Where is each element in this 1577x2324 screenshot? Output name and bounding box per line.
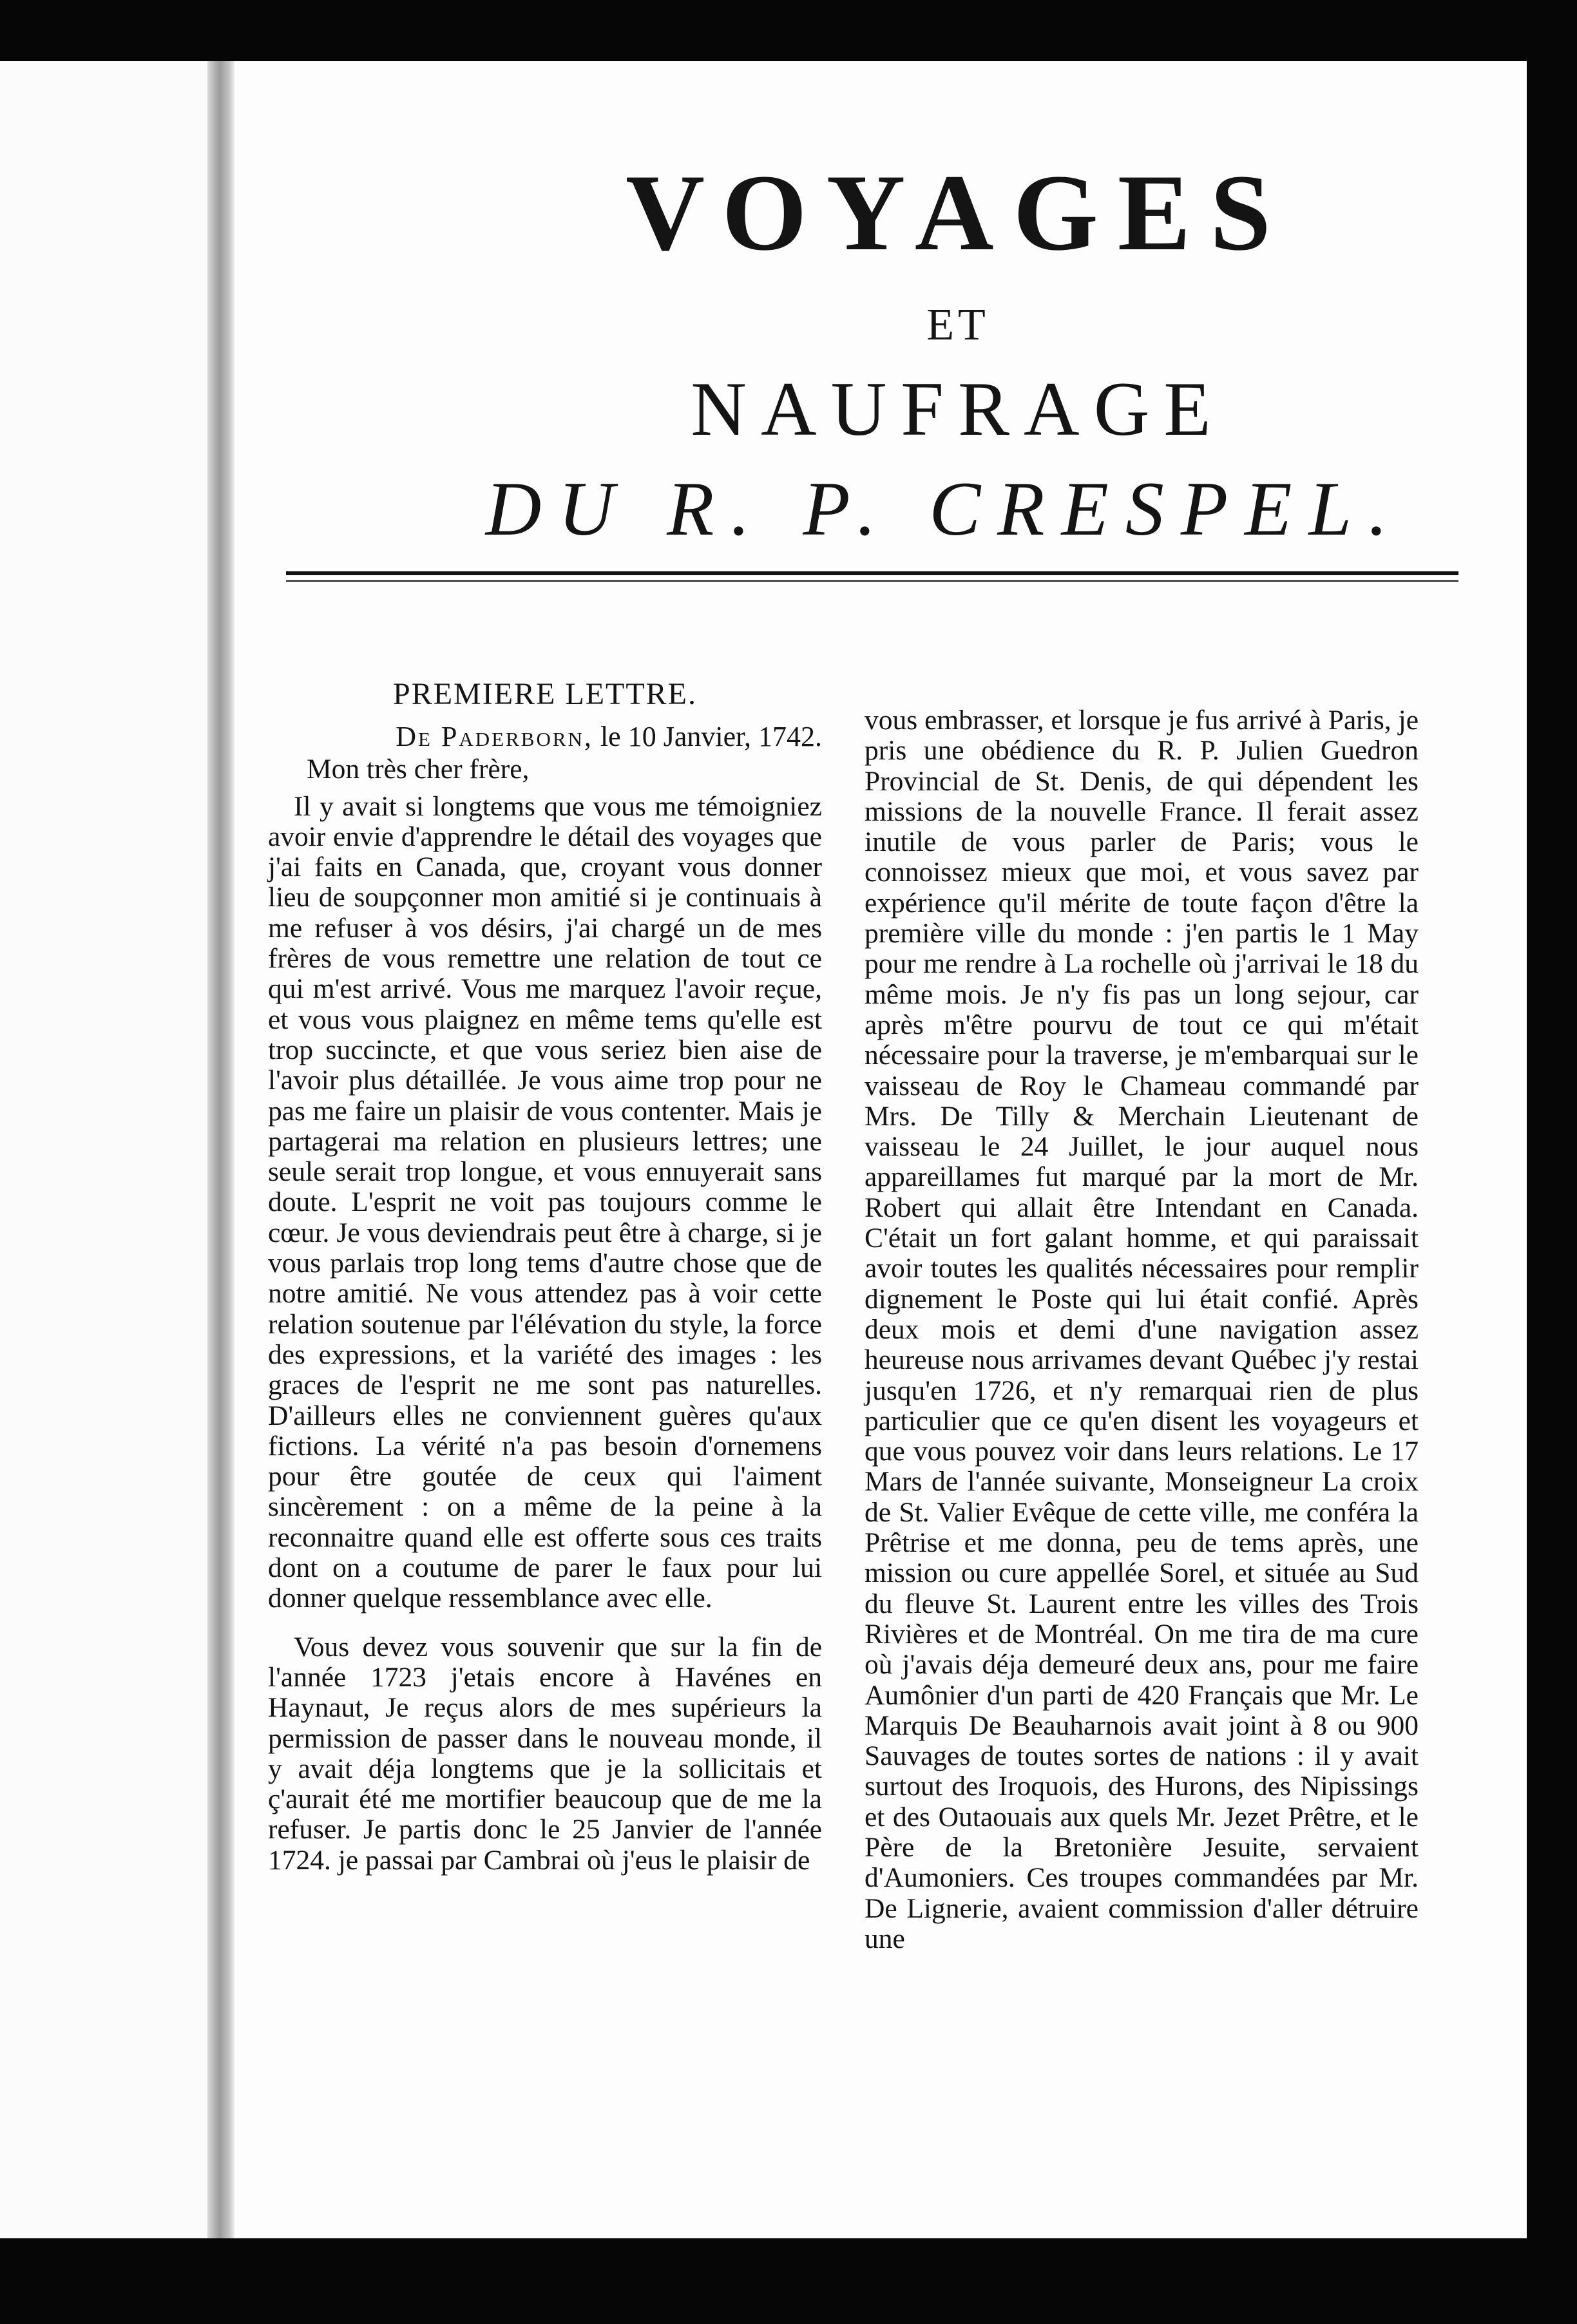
dateline-date: le 10 Janvier, 1742. [600,721,822,752]
letter-salutation: Mon très cher frère, [307,754,530,785]
book-page [234,61,1527,2238]
letter-paragraph-3: vous embrasser, et lorsque je fus arrivé à Paris, je pris une obédience du R. P. Julien Guedron Provincial de St. Denis, de qui dépendent les missions de la nouvelle France. Il ferait assez inutile de vous parler de Paris; vous le connoissez mieux que moi, et vous savez par expérience qu'il mérite de toute façon d'être la première ville du monde : j'en partis le 1 May pour me rendre à La rochelle où j'arrivai le 18 du même mois. Je n'y fis pas un long sejour, car après m'être pourvu de tout ce qui m'était nécessaire pour la traverse, je m'embarquai sur le vaisseau de Roy le Chameau commandé par Mrs. De Tilly & Merchain Lieutenant de vaisseau le 24 Juillet, le jour auquel nous appareillames fut marqué par la mort de Mr. Robert qui allait être Intendant en Canada. C'était un fort galant homme, et qui paraissait avoir toutes les qualités nécessaires pour remplir dignement le Poste qui lui était confié. Après deux mois et demi d'une navigation assez heureuse nous arrivames devant Québec j'y restai jusqu'en 1726, et n'y remarquai rien de plus particulier que ce qu'en disent les voyageurs et que vous pouvez voir dans leurs relations. Le 17 Mars de l'année suivante, Monseigneur La croix de St. Valier Evêque de cette ville, me conféra la Prêtrise et me donna, peu de tems après, une mission ou cure appellée Sorel, et située au Sud du fleuve St. Laurent entre les villes des Trois Rivières et de Montréal. On me tira de ma cure où j'avais déja demeuré deux ans, pour me faire Aumônier d'un parti de 420 Français que Mr. Le Marquis De Beauharnois avait joint à 8 ou 900 Sauvages de toutes sortes de nations : il y avait surtout des Iroquois, des Hurons, des Nipissings et des Outaouais aux quels Mr. Jezet Prêtre, et le Père de la Bretonière Jesuite, servaient d'Aumoniers. Ces troupes commandées par Mr. De Lignerie, avaient commission d'aller détruire une [865,705,1419,1954]
title-line-author: DU R. P. CRESPEL. [485,466,1405,551]
title-rule-thick [286,571,1458,575]
dateline-place: De Paderborn, [396,721,593,752]
facing-page-edge [0,61,207,2238]
title-line-et: ET [926,300,989,350]
title-line-voyages: VOYAGES [626,152,1290,273]
letter-paragraph-2: Vous devez vous souvenir que sur la fin de l'année 1723 j'etais encore à Havénes en Haynaut, Je reçus alors de mes supérieurs la permission de passer dans le nouveau monde, il y avait déja longtems que je la sollicitais et ç'aurait été me mortifier beaucoup que de me la refuser. Je partis donc le 25 Janvier de l'année 1724. je passai par Cambrai où j'eus le plaisir de [268,1631,822,1876]
book-gutter [207,61,234,2238]
letter-dateline [268,721,822,752]
text-column-right [865,705,1419,1954]
text-column-left [268,676,822,1876]
letter-paragraph-1: Il y avait si longtems que vous me témoigniez avoir envie d'apprendre le détail des voyages que j'ai faits en Canada, que, croyant vous donner lieu de soupçonner mon amitié si je continuais à me refuser à vos désirs, j'ai chargé un de mes frères de vous remettre une relation de tout ce qui m'est arrivé. Vous me marquez l'avoir reçue, et vous vous plaignez en même tems qu'elle est trop succincte, et que vous seriez bien aise de l'avoir plus détaillée. Je vous aime trop pour ne pas me faire un plaisir de vous contenter. Mais je partagerai ma relation en plusieurs lettres; une seule serait trop longue, et vous ennuyerait sans doute. L'esprit ne voit pas toujours comme le cœur. Je vous deviendrais peut être à charge, si je vous parlais trop long tems d'autre chose que de notre amitié. Ne vous attendez pas à voir cette relation soutenue par l'élévation du style, la force des expressions, et la variété des images : les graces de l'esprit ne me sont pas naturelles. D'ailleurs elles ne conviennent guères qu'aux fictions. La vérité n'a pas besoin d'ornemens pour être goutée de ceux qui l'aiment sincèrement : on a même de la peine à la reconnaitre quand elle est offerte sous ces traits dont on a coutume de parer le faux pour lui donner quelque ressemblance avec elle. [268,790,822,1614]
title-rule-thin [286,580,1458,582]
title-line-naufrage: NAUFRAGE [691,366,1225,452]
letter-heading: PREMIERE LETTRE. [393,677,697,711]
